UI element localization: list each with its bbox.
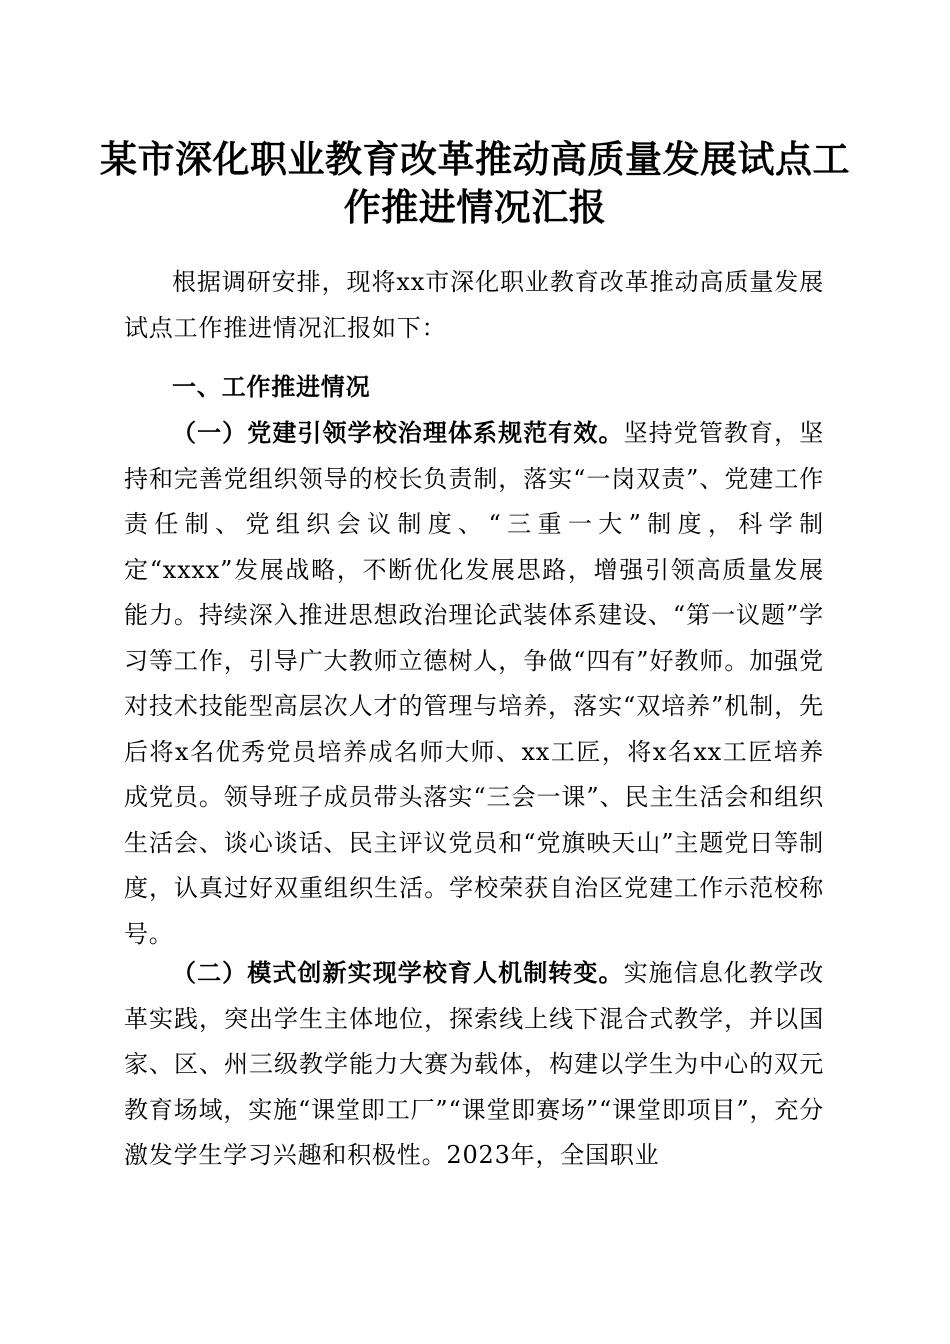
paragraph-2-body: 实施信息化教学改革实践，突出学生主体地位，探索线上线下混合式教学，并以国家、区、州三级教学能力大赛为载体，构建以学生为中心的双元教育场域，实施“课堂即工厂”“课堂即赛场”“课堂即项目”，充分激发学生学习兴趣和积极性。2023年，全国职业 bbox=[124, 959, 824, 1169]
title-line-2: 作推进情况汇报 bbox=[343, 185, 607, 229]
document-title bbox=[100, 135, 850, 231]
intro-paragraph: 根据调研安排，现将xx市深化职业教育改革推动高质量发展试点工作推进情况汇报如下： bbox=[124, 268, 824, 342]
paragraph-2-lead: （二）模式创新实现学校育人机制转变。 bbox=[172, 958, 624, 987]
paragraph-2 bbox=[124, 950, 824, 1179]
paragraph-1 bbox=[124, 410, 824, 957]
section-heading: 一、工作推进情况 bbox=[172, 373, 371, 401]
paragraph-1-body: 坚持党管教育，坚持和完善党组织领导的校长负责制，落实“一岗双责”、党建工作责任制、党组织会议制度、“三重一大”制度，科学制定“xxxx”发展战略，不断优化发展思路，增强引领高质量发展能力。持续深入推进思想政治理论武装体系建设、“第一议题”学习等工作，引导广大教师立德树人，争做“四有”好教师。加强党对技术技能型高层次人才的管理与培养，落实“双培养”机制，先后将x名优秀党员培养成名师大师、xx工匠，将x名xx工匠培养成党员。领导班子成员带头落实“三会一课”、民主生活会和组织生活会、谈心谈话、民主评议党员和“党旗映天山”主题党日等制度，认真过好双重组织生活。学校荣获自治区党建工作示范校称号。 bbox=[124, 419, 824, 948]
paragraph-1-lead: （一）党建引领学校治理体系规范有效。 bbox=[172, 418, 624, 447]
title-line-1: 某市深化职业教育改革推动高质量发展试点工 bbox=[100, 137, 850, 181]
